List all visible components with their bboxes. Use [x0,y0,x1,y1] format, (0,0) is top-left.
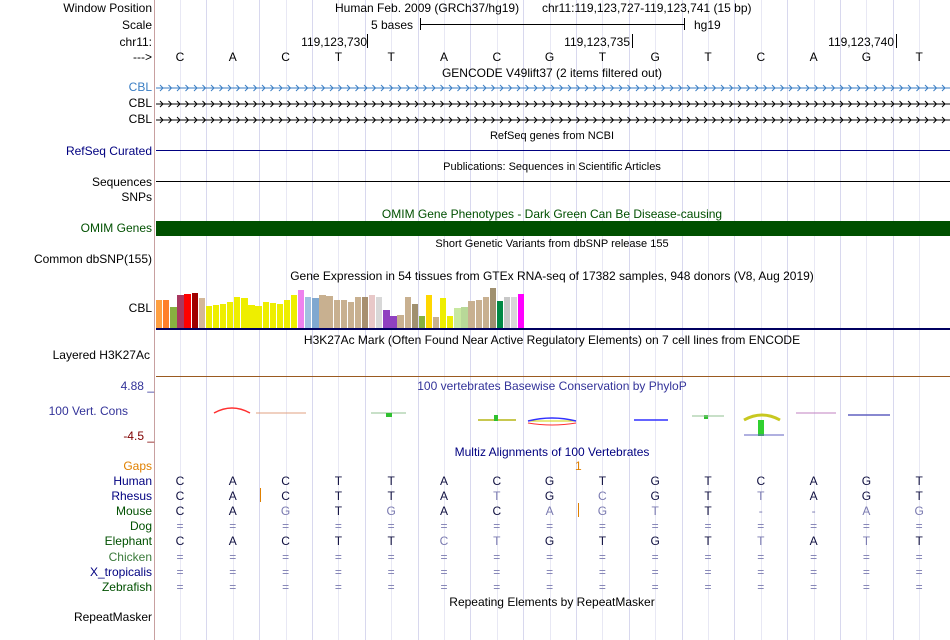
base-letter: G [544,50,555,64]
refseq-track-title[interactable]: RefSeq genes from NCBI [489,130,615,142]
multiz-base: = [546,564,554,579]
gtex-tissue-bar[interactable] [227,302,233,328]
multiz-base: T [915,474,923,488]
multiz-base: = [176,549,184,564]
dbsnp-track-label[interactable]: Common dbSNP(155) [33,252,152,266]
multiz-base: T [862,534,871,549]
gtex-tissue-bar[interactable] [405,297,411,328]
base-letter: A [228,50,237,64]
gtex-tissue-bar[interactable] [426,295,432,328]
multiz-base: C [175,489,185,504]
multiz-base: - [811,504,816,519]
multiz-base: = [915,519,923,534]
multiz-base: G [861,474,872,488]
gtex-tissue-bar[interactable] [263,302,269,328]
multiz-base: = [387,519,395,534]
multiz-base: = [229,519,237,534]
coord-tick [896,34,897,48]
multiz-base: G [544,534,555,549]
multiz-base: = [176,564,184,579]
gtex-tissue-bar[interactable] [461,307,467,328]
multiz-base: = [598,579,606,594]
multiz-species-label[interactable]: Elephant [104,534,152,549]
multiz-base: = [651,579,659,594]
gtex-tissue-bar[interactable] [234,297,240,328]
multiz-base: = [493,564,501,579]
multiz-base: = [862,519,870,534]
multiz-base: A [862,504,871,519]
multiz-base: = [440,564,448,579]
multiz-base: T [598,474,607,488]
multiz-species-label[interactable]: X_tropicalis [89,564,152,579]
gtex-track-title[interactable]: Gene Expression in 54 tissues from GTEx RNA-seq of 17382 samples, 948 donors (V8, Aug 2019) [290,269,814,283]
gtex-tissue-bar[interactable] [184,294,190,328]
gencode-item-label[interactable]: CBL [128,96,152,110]
repeatmasker-track-title[interactable]: Repeating Elements by RepeatMasker [449,595,655,609]
gtex-tissue-bar[interactable] [277,304,283,328]
base-letter: A [439,50,449,64]
assembly-text: Human Feb. 2009 (GRCh37/hg19) [335,1,520,15]
gtex-tissue-bar[interactable] [454,308,460,328]
scale-db: hg19 [694,18,721,32]
multiz-base: G [544,489,555,504]
coord-tick-label: 119,123,735 [564,35,630,49]
phylop-track-title[interactable]: 100 vertebrates Basewise Conservation by PhyloP [417,379,687,393]
gencode-gene-features[interactable] [156,80,950,128]
omim-phenotype-bar[interactable] [156,221,950,236]
multiz-base: = [757,564,765,579]
multiz-base: C [756,474,766,488]
scale-bar-right-tick [684,18,685,30]
gencode-track-title[interactable]: GENCODE V49lift37 (2 items filtered out) [441,66,663,80]
multiz-base: = [387,579,395,594]
multiz-base: G [386,504,396,519]
multiz-base: T [704,534,712,549]
phylop-track-label[interactable]: 100 Vert. Cons [48,404,128,418]
multiz-base: = [493,549,501,564]
multiz-base: = [229,564,237,579]
phylop-max-label: 4.88 _ [120,379,154,393]
multiz-base: = [176,579,184,594]
gtex-tissue-bar[interactable] [497,301,503,328]
multiz-base: T [704,489,712,504]
base-letter: T [915,50,923,64]
multiz-base: A [439,489,449,504]
multiz-base: G [650,474,660,488]
multiz-base: A [809,489,818,504]
multiz-base: C [281,534,290,549]
gtex-tissue-bar[interactable] [192,293,198,328]
gtex-tissue-bar[interactable] [255,306,261,328]
multiz-base: = [282,579,290,594]
multiz-base: A [439,504,449,519]
gencode-item-label[interactable]: CBL [128,80,152,94]
gtex-tissue-bar[interactable] [248,305,254,328]
multiz-base: = [915,549,923,564]
multiz-base: G [861,489,872,504]
h3k27ac-track-title[interactable]: H3K27Ac Mark (Often Found Near Active Regulatory Elements) on 7 cell lines from ENCODE [303,333,801,347]
multiz-base: = [651,519,659,534]
gencode-transcript [156,117,950,123]
multiz-base: = [387,549,395,564]
multiz-base: = [651,564,659,579]
gtex-tissue-bar[interactable] [383,310,389,328]
multiz-species-label[interactable]: Zebrafish [101,579,152,594]
multiz-base: = [334,549,342,564]
gtex-tissue-bar[interactable] [348,302,354,328]
publications-label-snps[interactable]: SNPs [121,190,152,204]
phylop-min-label: -4.5 _ [123,429,154,443]
multiz-base: = [440,549,448,564]
multiz-base: = [176,519,184,534]
coord-tick-label: 119,123,740 [828,35,894,49]
multiz-base: = [810,549,818,564]
multiz-base: A [809,534,818,549]
multiz-gaps-label[interactable]: Gaps [123,459,152,473]
gtex-tissue-bar[interactable] [305,297,311,328]
multiz-species-label[interactable]: Rhesus [111,489,152,504]
multiz-base: C [492,474,502,488]
gtex-tissue-bar[interactable] [397,315,403,328]
gtex-tissue-bar[interactable] [362,297,368,328]
gtex-tissue-bar[interactable] [163,300,169,329]
gtex-tissue-bar[interactable] [476,300,482,329]
multiz-base: = [493,579,501,594]
multiz-base: = [810,564,818,579]
gtex-tissue-bar[interactable] [170,307,176,328]
multiz-base: T [334,489,343,504]
h3k27ac-track-label[interactable]: Layered H3K27Ac [52,348,150,362]
base-letter: G [861,50,872,64]
multiz-base: = [598,564,606,579]
multiz-base: = [229,579,237,594]
gtex-tissue-bar[interactable] [440,298,446,328]
multiz-base: A [228,474,237,488]
gtex-tissue-bar[interactable] [369,295,375,328]
multiz-gap-count: 1 [575,459,582,473]
base-letter: T [387,50,395,64]
multiz-base: = [704,579,712,594]
multiz-base: = [440,579,448,594]
multiz-base: A [809,474,818,488]
multiz-base: = [334,564,342,579]
multiz-base: G [914,504,924,519]
multiz-base: = [862,549,870,564]
window-position-label: Window Position [63,1,152,15]
gencode-transcript [156,85,950,91]
multiz-base: T [334,534,343,549]
multiz-base: = [282,549,290,564]
multiz-base: C [492,504,502,519]
multiz-base: = [334,579,342,594]
gtex-tissue-bar[interactable] [334,300,340,329]
multiz-base: = [862,564,870,579]
gtex-tissue-bar[interactable] [199,298,205,328]
gtex-tissue-bar[interactable] [326,296,332,328]
gtex-tissue-bar[interactable] [319,295,325,328]
base-letter: C [756,50,766,64]
multiz-insertion-mark [578,503,579,517]
omim-track-label[interactable]: OMIM Genes [80,221,152,235]
multiz-base: C [175,534,185,549]
gtex-tissue-bar[interactable] [490,288,496,328]
repeatmasker-track-label[interactable]: RepeatMasker [73,610,152,624]
multiz-base: = [704,519,712,534]
gtex-tissue-bar[interactable] [241,298,247,328]
multiz-base: = [546,549,554,564]
gtex-tissue-bar[interactable] [419,316,425,328]
multiz-base: = [810,579,818,594]
gtex-tissue-bar[interactable] [177,295,183,328]
gtex-tissue-bar[interactable] [412,304,418,328]
multiz-base: = [229,549,237,564]
base-letter: C [492,50,502,64]
multiz-base: T [493,534,501,549]
multiz-base: = [757,519,765,534]
gtex-tissue-bar[interactable] [483,297,489,328]
multiz-base: = [282,564,290,579]
multiz-base: G [650,534,660,549]
multiz-base: = [915,564,923,579]
multiz-base: C [175,504,185,519]
multiz-base: - [758,504,763,519]
multiz-base: = [282,519,290,534]
gtex-tissue-bar[interactable] [312,298,318,328]
base-letter: T [598,50,607,64]
multiz-base: T [915,489,923,504]
gtex-tissue-bar[interactable] [518,294,524,328]
gtex-tissue-bar[interactable] [511,297,517,328]
multiz-base: T [334,504,343,519]
multiz-base: = [598,549,606,564]
multiz-base: C [281,474,290,488]
multiz-insertion-mark [260,488,261,502]
gtex-tissue-bar[interactable] [298,290,304,328]
multiz-base: = [757,549,765,564]
gtex-tissue-bar[interactable] [390,316,396,328]
gtex-tissue-bars[interactable] [156,284,536,328]
scale-label: Scale [121,18,152,32]
multiz-base: = [704,549,712,564]
multiz-species-label[interactable]: Mouse [115,504,152,519]
refseq-gene-line[interactable] [156,150,950,151]
dbsnp-track-title[interactable]: Short Genetic Variants from dbSNP release 155 [435,238,669,250]
publications-feature-line[interactable] [156,181,950,182]
multiz-base: = [546,519,554,534]
label-border [154,0,155,640]
multiz-base: T [387,489,395,504]
multiz-base: T [704,474,712,488]
multiz-base: = [862,579,870,594]
coord-tick-label: 119,123,730 [301,35,367,49]
multiz-base: A [228,489,237,504]
position-text: chr11:119,123,727-119,123,741 (15 bp) [542,1,752,15]
phylop-conservation-plot[interactable] [156,393,950,443]
gtex-tissue-bar[interactable] [206,306,212,328]
gtex-tissue-bar[interactable] [156,300,162,329]
multiz-base: A [228,534,237,549]
base-letter: G [650,50,660,64]
h3k27ac-baseline [156,376,950,377]
scale-text: 5 bases [371,18,414,32]
publications-label-sequences[interactable]: Sequences [91,175,152,189]
multiz-base: T [334,474,343,488]
gtex-tissue-bar[interactable] [284,300,290,328]
gtex-tissue-bar[interactable] [291,295,297,328]
base-letter: C [175,50,185,64]
gencode-transcript [156,101,950,107]
publications-track-title[interactable]: Publications: Sequences in Scientific Articles [443,161,661,173]
scale-bar [420,24,685,25]
gtex-tissue-bar[interactable] [220,304,226,328]
gtex-tissue-bar[interactable] [270,303,276,328]
multiz-base: = [493,519,501,534]
multiz-base: A [228,504,237,519]
omim-track-title[interactable]: OMIM Gene Phenotypes - Dark Green Can Be Disease-causing [381,207,723,221]
multiz-base: G [544,474,555,488]
gtex-tissue-bar[interactable] [447,316,453,328]
refseq-track-label[interactable]: RefSeq Curated [65,144,152,158]
multiz-base: = [387,564,395,579]
multiz-base: = [915,579,923,594]
multiz-base: T [757,489,765,504]
multiz-base: = [651,549,659,564]
multiz-base: = [546,579,554,594]
multiz-base: = [598,519,606,534]
multiz-base: C [439,534,449,549]
multiz-base: A [439,474,449,488]
multiz-base: = [810,519,818,534]
multiz-species-label[interactable]: Dog [129,519,152,534]
multiz-species-label[interactable]: Human [113,474,152,488]
gencode-item-label[interactable]: CBL [128,112,152,126]
strand-arrow-label: ---> [133,50,152,64]
gtex-tissue-bar[interactable] [341,300,347,328]
multiz-base: G [280,504,291,519]
multiz-base: = [757,579,765,594]
coord-tick [367,34,368,48]
base-letter: C [281,50,290,64]
multiz-base: G [597,504,608,519]
multiz-base: T [651,504,659,519]
multiz-base: A [545,504,554,519]
multiz-species-label[interactable]: Chicken [108,549,152,564]
multiz-base: C [175,474,185,488]
multiz-base: C [598,489,607,504]
multiz-track-title[interactable]: Multiz Alignments of 100 Vertebrates [454,445,650,459]
base-letter: T [704,50,712,64]
multiz-base: G [650,489,660,504]
multiz-base: T [387,474,395,488]
gtex-tissue-bar[interactable] [468,301,474,328]
base-letter: T [334,50,343,64]
multiz-base: T [493,489,501,504]
coord-tick [632,34,633,48]
gtex-tissue-bar[interactable] [433,317,439,329]
gtex-tissue-bar[interactable] [504,297,510,328]
multiz-base: = [440,519,448,534]
multiz-base: T [598,534,607,549]
gtex-gene-line [156,328,950,330]
multiz-base: = [334,519,342,534]
multiz-base: C [281,489,290,504]
multiz-base: T [915,534,923,549]
multiz-base: T [387,534,395,549]
gtex-tissue-bar[interactable] [376,297,382,328]
multiz-base: T [757,534,765,549]
chrom-label: chr11: [119,35,152,49]
multiz-base: = [704,564,712,579]
multiz-base: T [704,504,712,519]
gtex-tissue-bar[interactable] [213,305,219,328]
gtex-tissue-bar[interactable] [355,297,361,328]
base-letter: A [809,50,818,64]
gtex-gene-label[interactable]: CBL [128,301,152,315]
